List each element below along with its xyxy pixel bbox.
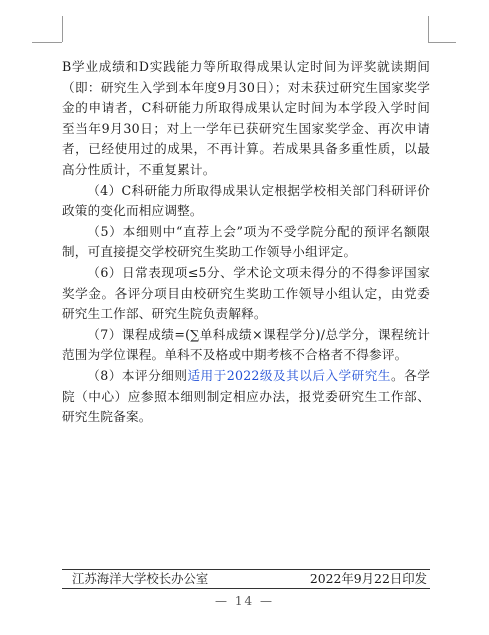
paragraph-note-8 [62, 366, 430, 428]
crop-mark [62, 16, 63, 42]
document-body [62, 57, 430, 428]
paragraph-note-6: （6）日常表现项≤5分、学术论文项未得分的不得参评国家奖学金。各评分项目由校研究生奖助工作领导小组认定，由党委研究生工作部、研究生院负责解释。 [62, 264, 430, 322]
issuing-office: 江苏海洋大学校长办公室 [72, 571, 209, 586]
highlighted-scope: 适用于2022级及其以后入学研究生 [187, 367, 391, 383]
paragraph-note-7: （7）课程成绩=(∑单科成绩×课程学分)/总学分，课程统计范围为学位课程。单科不及格或中期考核不合格者不得参评。 [62, 326, 430, 363]
footer-rule-top [62, 569, 430, 570]
crop-mark [428, 16, 429, 42]
crop-mark [32, 42, 62, 43]
crop-mark [428, 42, 456, 43]
paragraph-note-4: （4）C科研能力所取得成果认定根据学校相关部门科研评价政策的变化而相应调整。 [62, 182, 430, 219]
footer-rule-bottom [62, 588, 430, 589]
page-number: — 14 — [215, 594, 274, 608]
issue-date: 2022年9月22日印发 [309, 571, 427, 586]
paragraph-continued: B学业成绩和D实践能力等所取得成果认定时间为评奖就读期间（即：研究生入学到本年度9月30日）；对未获过研究生国家奖学金的申请者，C科研能力所取得成果认定时间为本学段入学时间至当年9月30日；对上一学年已获研究生国家奖学金、再次申请者，已经使用过的成果，不再计算。若成果具备多重性质，以最高分性质计，不重复累计。 [62, 59, 430, 177]
note-8-tail: 。各学院（中心）应参照本细则制定相应办法，报党委研究生工作部、研究生院备案。 [62, 367, 430, 425]
note-8-lead: （8）本评分细则 [87, 367, 188, 383]
paragraph-note-5: （5）本细则中“直荐上会”项为不受学院分配的预评名额限制，可直接提交学校研究生奖助工作领导小组评定。 [62, 223, 430, 260]
